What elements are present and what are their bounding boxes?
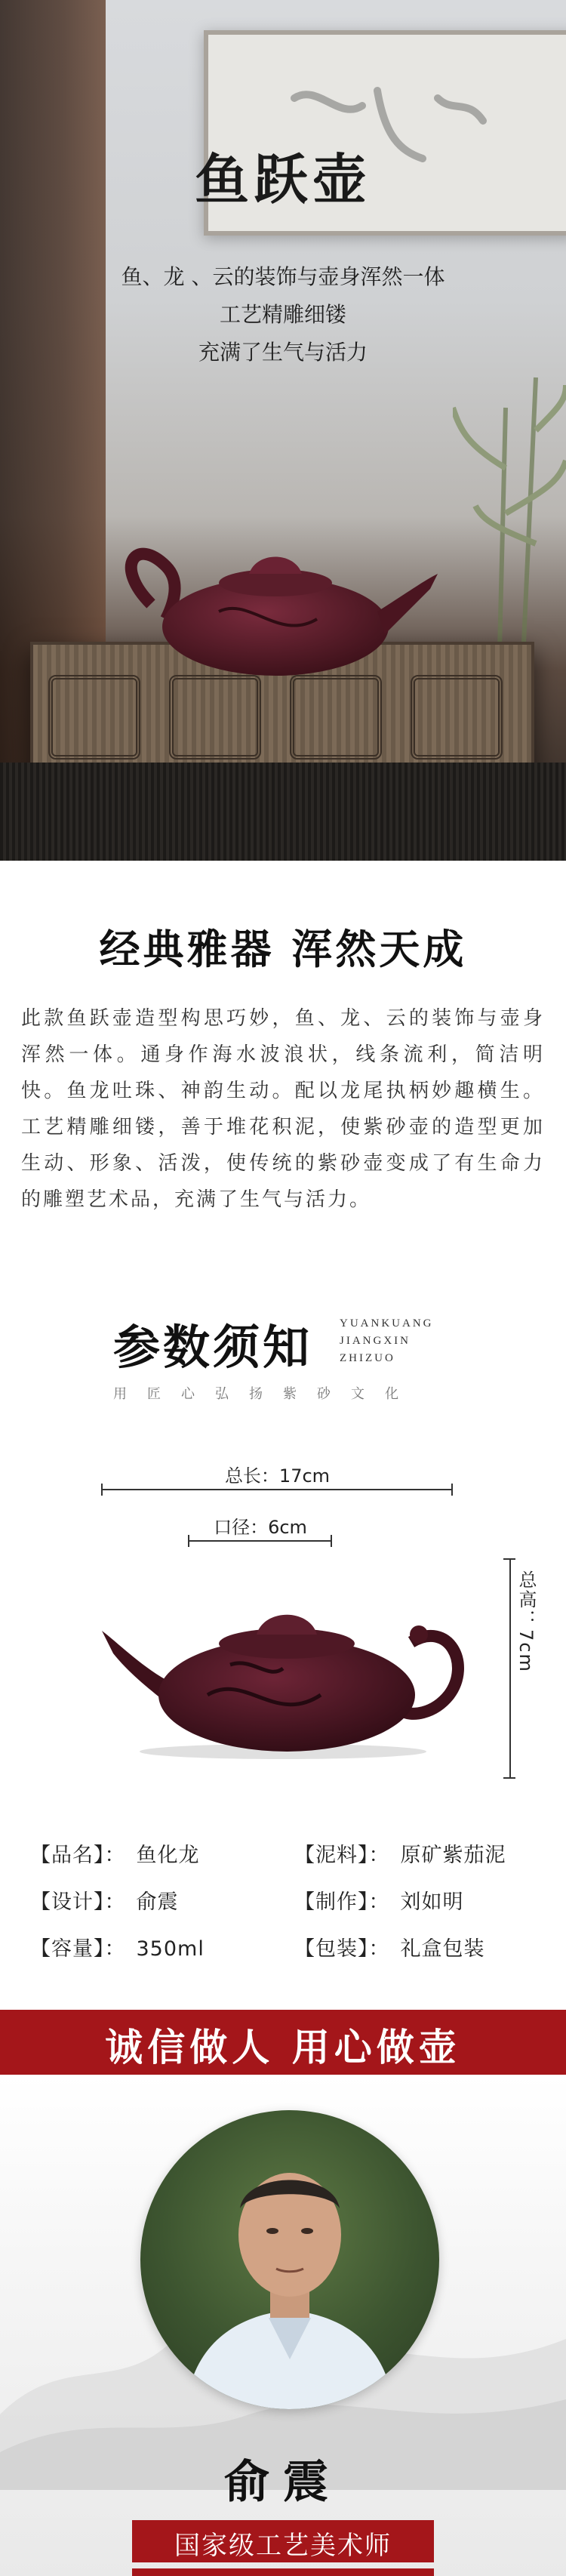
- params-title: 参数须知: [113, 1320, 313, 1375]
- spec-package: [294, 1932, 485, 1961]
- spec-label: 【容量】：: [30, 1937, 126, 1961]
- tea-mat: [0, 763, 566, 861]
- spec-value: 鱼化龙: [136, 1844, 200, 1867]
- total-length-tick-right: [451, 1484, 453, 1496]
- total-length-label: 总长：17cm: [224, 1465, 331, 1487]
- spec-label: 【制作】：: [294, 1890, 390, 1914]
- spec-label: 【泥料】：: [294, 1844, 390, 1867]
- hero-image: [0, 0, 566, 861]
- avatar: [140, 2110, 439, 2409]
- spec-label: 【品名】：: [30, 1844, 126, 1867]
- mouth-tick-left: [188, 1535, 189, 1547]
- total-length-tick-left: [101, 1484, 103, 1496]
- params-subtitle: 用匠心弘扬紫砂文化: [113, 1386, 419, 1402]
- slogan-text: 诚信做人 用心做壶: [105, 2025, 461, 2069]
- master-title: 国家级工艺美术师: [174, 2531, 392, 2561]
- hero-line-1: 鱼、龙 、云的装饰与壶身浑然一体: [121, 264, 445, 289]
- mouth-diameter-label: 口径：6cm: [214, 1517, 307, 1538]
- product-description: 此款鱼跃壶造型构思巧妙，鱼、龙、云的装饰与壶身浑然一体。通身作海水波浪状，线条流利，简洁明快。鱼龙吐珠、神韵生动。配以龙尾执柄妙趣横生。工艺精雕细镂，善于堆花积泥，使紫砂壶的造型更加 生动、形象、活泼，使传统的紫砂壶变成了有生命力的雕塑艺术品，充满了生气与活力。: [21, 1007, 545, 1211]
- params-en-line-1: YUANKUANG: [340, 1317, 434, 1330]
- product-teapot-image: [94, 1582, 472, 1767]
- height-tick-top: [503, 1558, 515, 1560]
- spec-label: 【包装】：: [294, 1937, 390, 1961]
- spec-maker: [294, 1885, 464, 1915]
- total-height-label: 总高：7cm: [515, 1570, 537, 1673]
- spec-value: 礼盒包装: [400, 1937, 485, 1961]
- spec-name: [30, 1838, 200, 1868]
- bottom-accent-bar: [132, 2568, 434, 2576]
- params-en-line-3: ZHIZUO: [340, 1352, 395, 1364]
- spec-value: 俞震: [136, 1890, 179, 1914]
- spec-value: 原矿紫茄泥: [400, 1844, 506, 1867]
- hero-title: 鱼跃壶: [194, 147, 371, 211]
- mouth-diameter-line: [189, 1540, 332, 1542]
- spec-label: 【设计】：: [30, 1890, 126, 1914]
- master-name: 俞震: [224, 2456, 342, 2509]
- spec-value: 刘如明: [400, 1890, 464, 1914]
- spec-clay: [294, 1838, 506, 1868]
- spec-value: 350ml: [136, 1937, 205, 1961]
- spec-design: [30, 1885, 179, 1915]
- total-length-line: [102, 1489, 453, 1490]
- master-portrait: [140, 2110, 439, 2409]
- mouth-tick-right: [331, 1535, 332, 1547]
- params-en-line-2: JIANGXIN: [340, 1335, 411, 1347]
- section-title: 经典雅器 浑然天成: [99, 925, 467, 973]
- height-tick-bottom: [503, 1777, 515, 1779]
- total-height-line: [509, 1559, 511, 1778]
- spec-capacity: [30, 1932, 205, 1961]
- hero-line-2: 工艺精雕细镂: [219, 302, 346, 327]
- hero-line-3: 充满了生气与活力: [198, 340, 368, 365]
- hero-teapot-image: [106, 521, 445, 679]
